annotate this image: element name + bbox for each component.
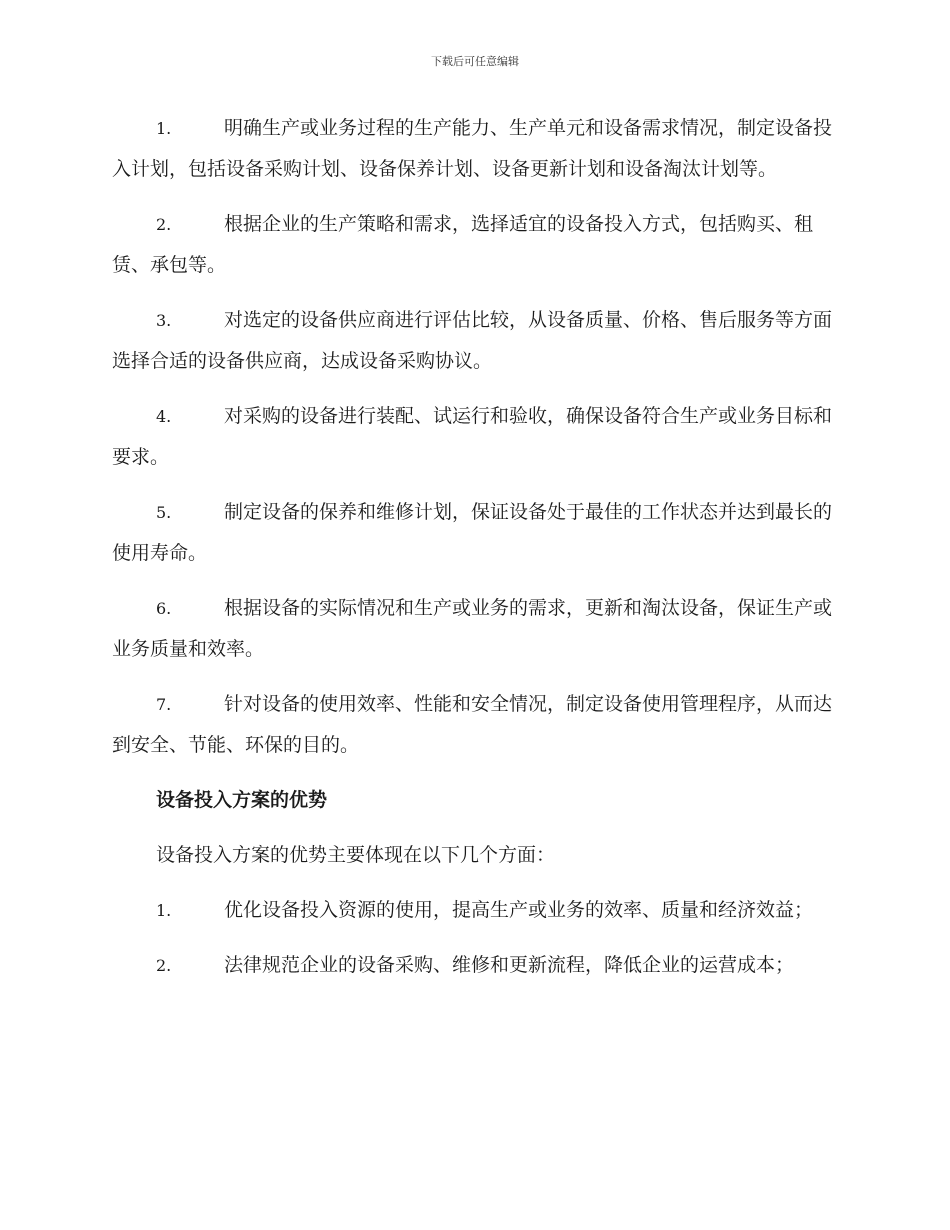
list-item [112,890,834,931]
list-item [112,108,834,190]
list-item [112,945,834,986]
document-body [112,108,834,1000]
list-item-text: 根据设备的实际情况和生产或业务的需求，更新和淘汰设备，保证生产或业务质量和效率。 [112,597,833,660]
page-header: 下载后可任意编辑 [431,55,519,68]
section-heading: 设备投入方案的优势 [156,789,328,811]
list-item-number: 6. [156,599,172,618]
list-item-number: 2. [156,215,172,234]
list-item [112,300,834,382]
list-item-number: 4. [156,407,172,426]
list-item-text: 制定设备的保养和维修计划，保证设备处于最佳的工作状态并达到最长的使用寿命。 [112,501,833,564]
list-item-text: 法律规范企业的设备采购、维修和更新流程，降低企业的运营成本； [224,954,795,976]
list-item-number: 2. [156,956,172,975]
list-item [112,396,834,478]
list-item-text: 优化设备投入资源的使用，提高生产或业务的效率、质量和经济效益； [224,899,814,921]
list-item-number: 3. [156,311,172,330]
list-item [112,204,834,286]
list-item-number: 1. [156,901,172,920]
list-item-number: 7. [156,695,172,714]
list-item-text: 对选定的设备供应商进行评估比较，从设备质量、价格、售后服务等方面选择合适的设备供应商，达成设备采购协议。 [112,309,833,372]
list-item [112,492,834,574]
list-item-text: 针对设备的使用效率、性能和安全情况，制定设备使用管理程序，从而达到安全、节能、环保的目的。 [112,693,833,756]
list-item-text: 根据企业的生产策略和需求，选择适宜的设备投入方式，包括购买、租赁、承包等。 [112,213,814,276]
list-item-text: 对采购的设备进行装配、试运行和验收，确保设备符合生产或业务目标和要求。 [112,405,833,468]
list-item [112,684,834,766]
list-item-number: 1. [156,119,172,138]
section-intro: 设备投入方案的优势主要体现在以下几个方面： [156,844,556,866]
list-item [112,588,834,670]
list-item-text: 明确生产或业务过程的生产能力、生产单元和设备需求情况，制定设备投入计划，包括设备采购计划、设备保养计划、设备更新计划和设备淘汰计划等。 [112,117,833,180]
list-item-number: 5. [156,503,172,522]
